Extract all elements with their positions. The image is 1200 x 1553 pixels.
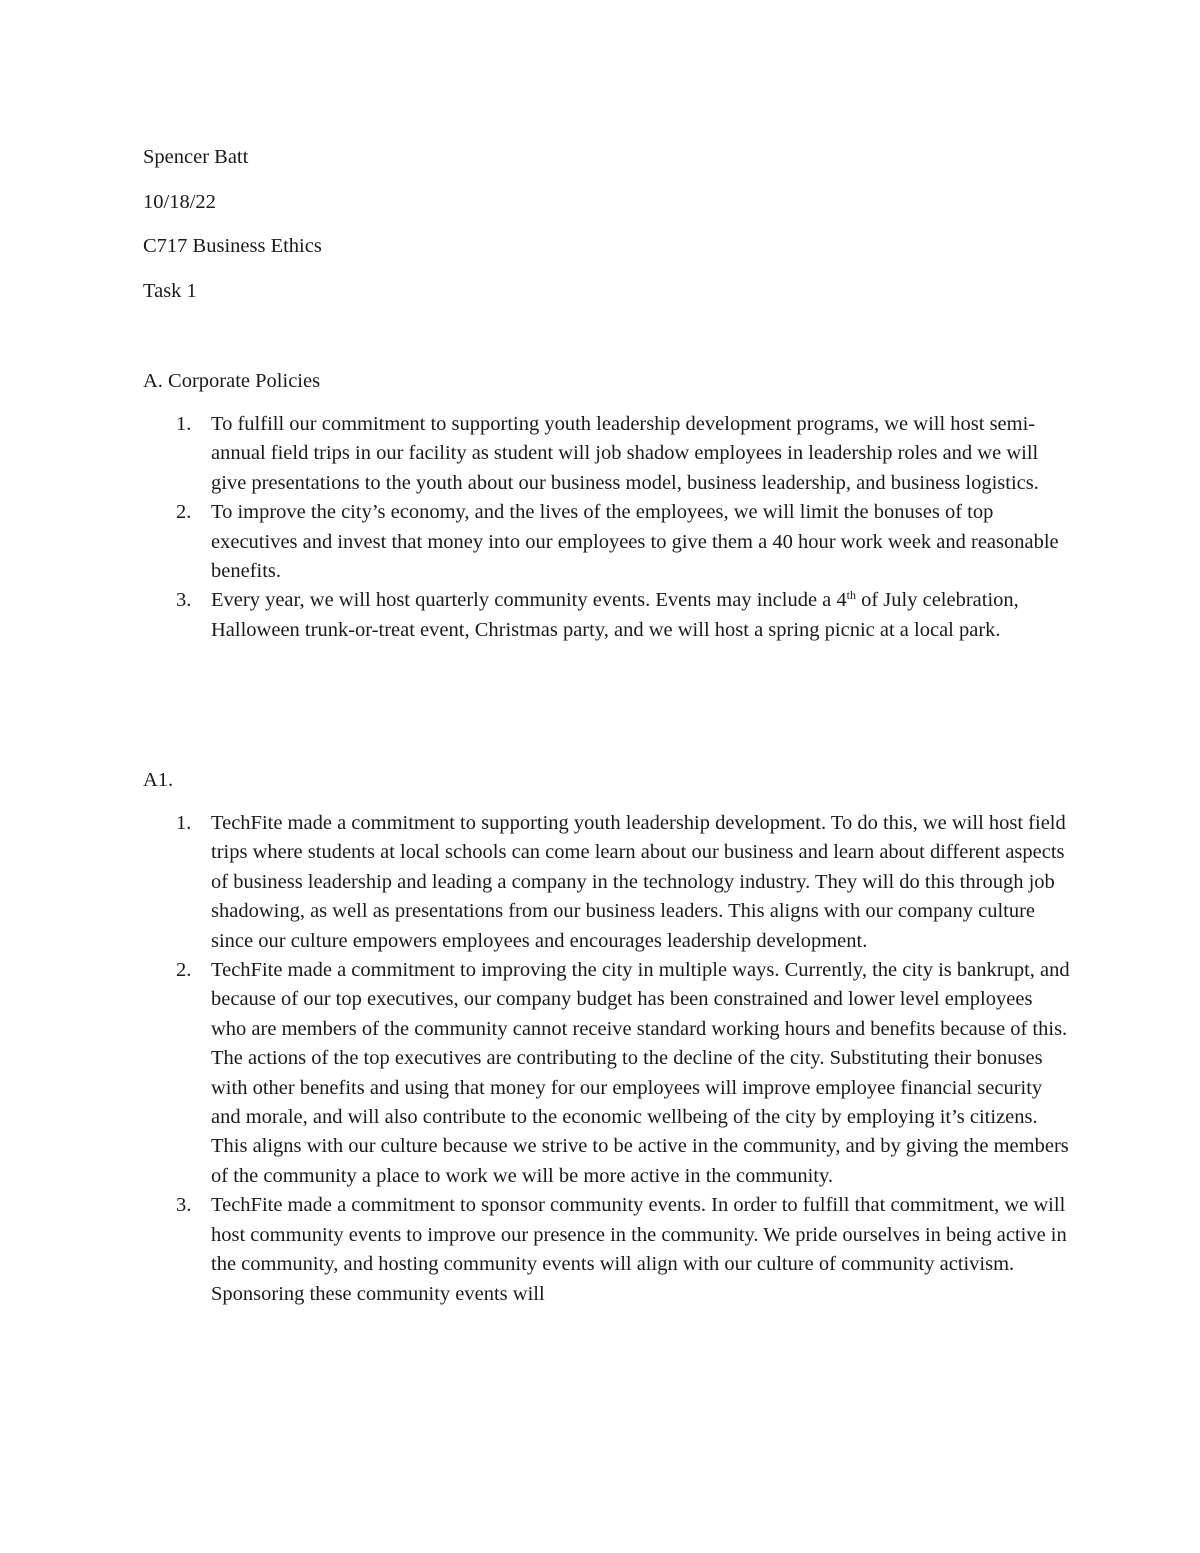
list-item-text: TechFite made a commitment to supporting youth leadership development. To do this, we will host field trips where students at local schools can come learn about our business and learn about different aspects of business leadership and leading a company in the technology industry. They will do this through job shadowing, as well as presentations from our business leaders. This aligns with our company culture since our culture empowers employees and encourages leadership development. [211,812,1066,952]
list-item [172,586,1072,645]
section-a-heading: A. Corporate Policies [143,370,321,392]
list-item-text-part: of July celebration, Halloween trunk-or-treat event, Christmas party, and we will host a spring picnic at a local park. [211,589,1019,641]
list-item-number: 2. [176,501,192,524]
ordinal-superscript: th [846,588,856,603]
author-name: Spencer Batt [143,146,249,168]
document-date: 10/18/22 [143,191,216,213]
corporate-policies-list [172,410,1072,645]
list-item [172,1191,1072,1309]
list-item-number: 3. [176,589,192,612]
section-a1-heading: A1. [143,769,174,791]
list-item-number: 3. [176,1194,192,1217]
list-item-number: 2. [176,959,192,982]
a1-explanations-list [172,809,1072,1309]
list-item-text: To improve the city’s economy, and the lives of the employees, we will limit the bonuses of top executives and invest that money into our employees to give them a 40 hour work week and reasonable benefits. [211,501,1059,583]
list-item [172,410,1072,498]
list-item-text: TechFite made a commitment to improving the city in multiple ways. Currently, the city is bankrupt, and because of our top executives, our company budget has been constrained and lower level employees who are members of the community cannot receive standard working hours and benefits because of this. The actions of the top executives are contributing to the decline of the city. Substituting their bonuses with other benefits and using that money for our employees will improve employee financial security and morale, and will also contribute to the economic wellbeing of the city by employing it’s citizens. This aligns with our culture because we strive to be active in the community, and by giving the members of the community a place to work we will be more active in the community. [211,959,1070,1187]
list-item-text [211,589,1019,640]
list-item-number: 1. [176,413,192,435]
list-item-text: To fulfill our commitment to supporting youth leadership development programs, we will host semi-annual field trips in our facility as student will job shadow employees in leadership roles and we will give presentations to the youth about our business model, business leadership, and business logistics. [211,413,1039,494]
list-item [172,809,1072,956]
task-label: Task 1 [143,280,197,302]
list-item [172,956,1072,1191]
list-item-number: 1. [176,812,192,834]
list-item [172,498,1072,586]
list-item-text-part: Every year, we will host quarterly community events. Events may include a 4 [211,589,847,612]
course-title: C717 Business Ethics [143,235,322,257]
list-item-text: TechFite made a commitment to sponsor community events. In order to fulfill that commitment, we will host community events to improve our presence in the community. We pride ourselves in being active in the community, and hosting community events will align with our culture of community activism. Sponsoring these community events will [211,1194,1067,1305]
